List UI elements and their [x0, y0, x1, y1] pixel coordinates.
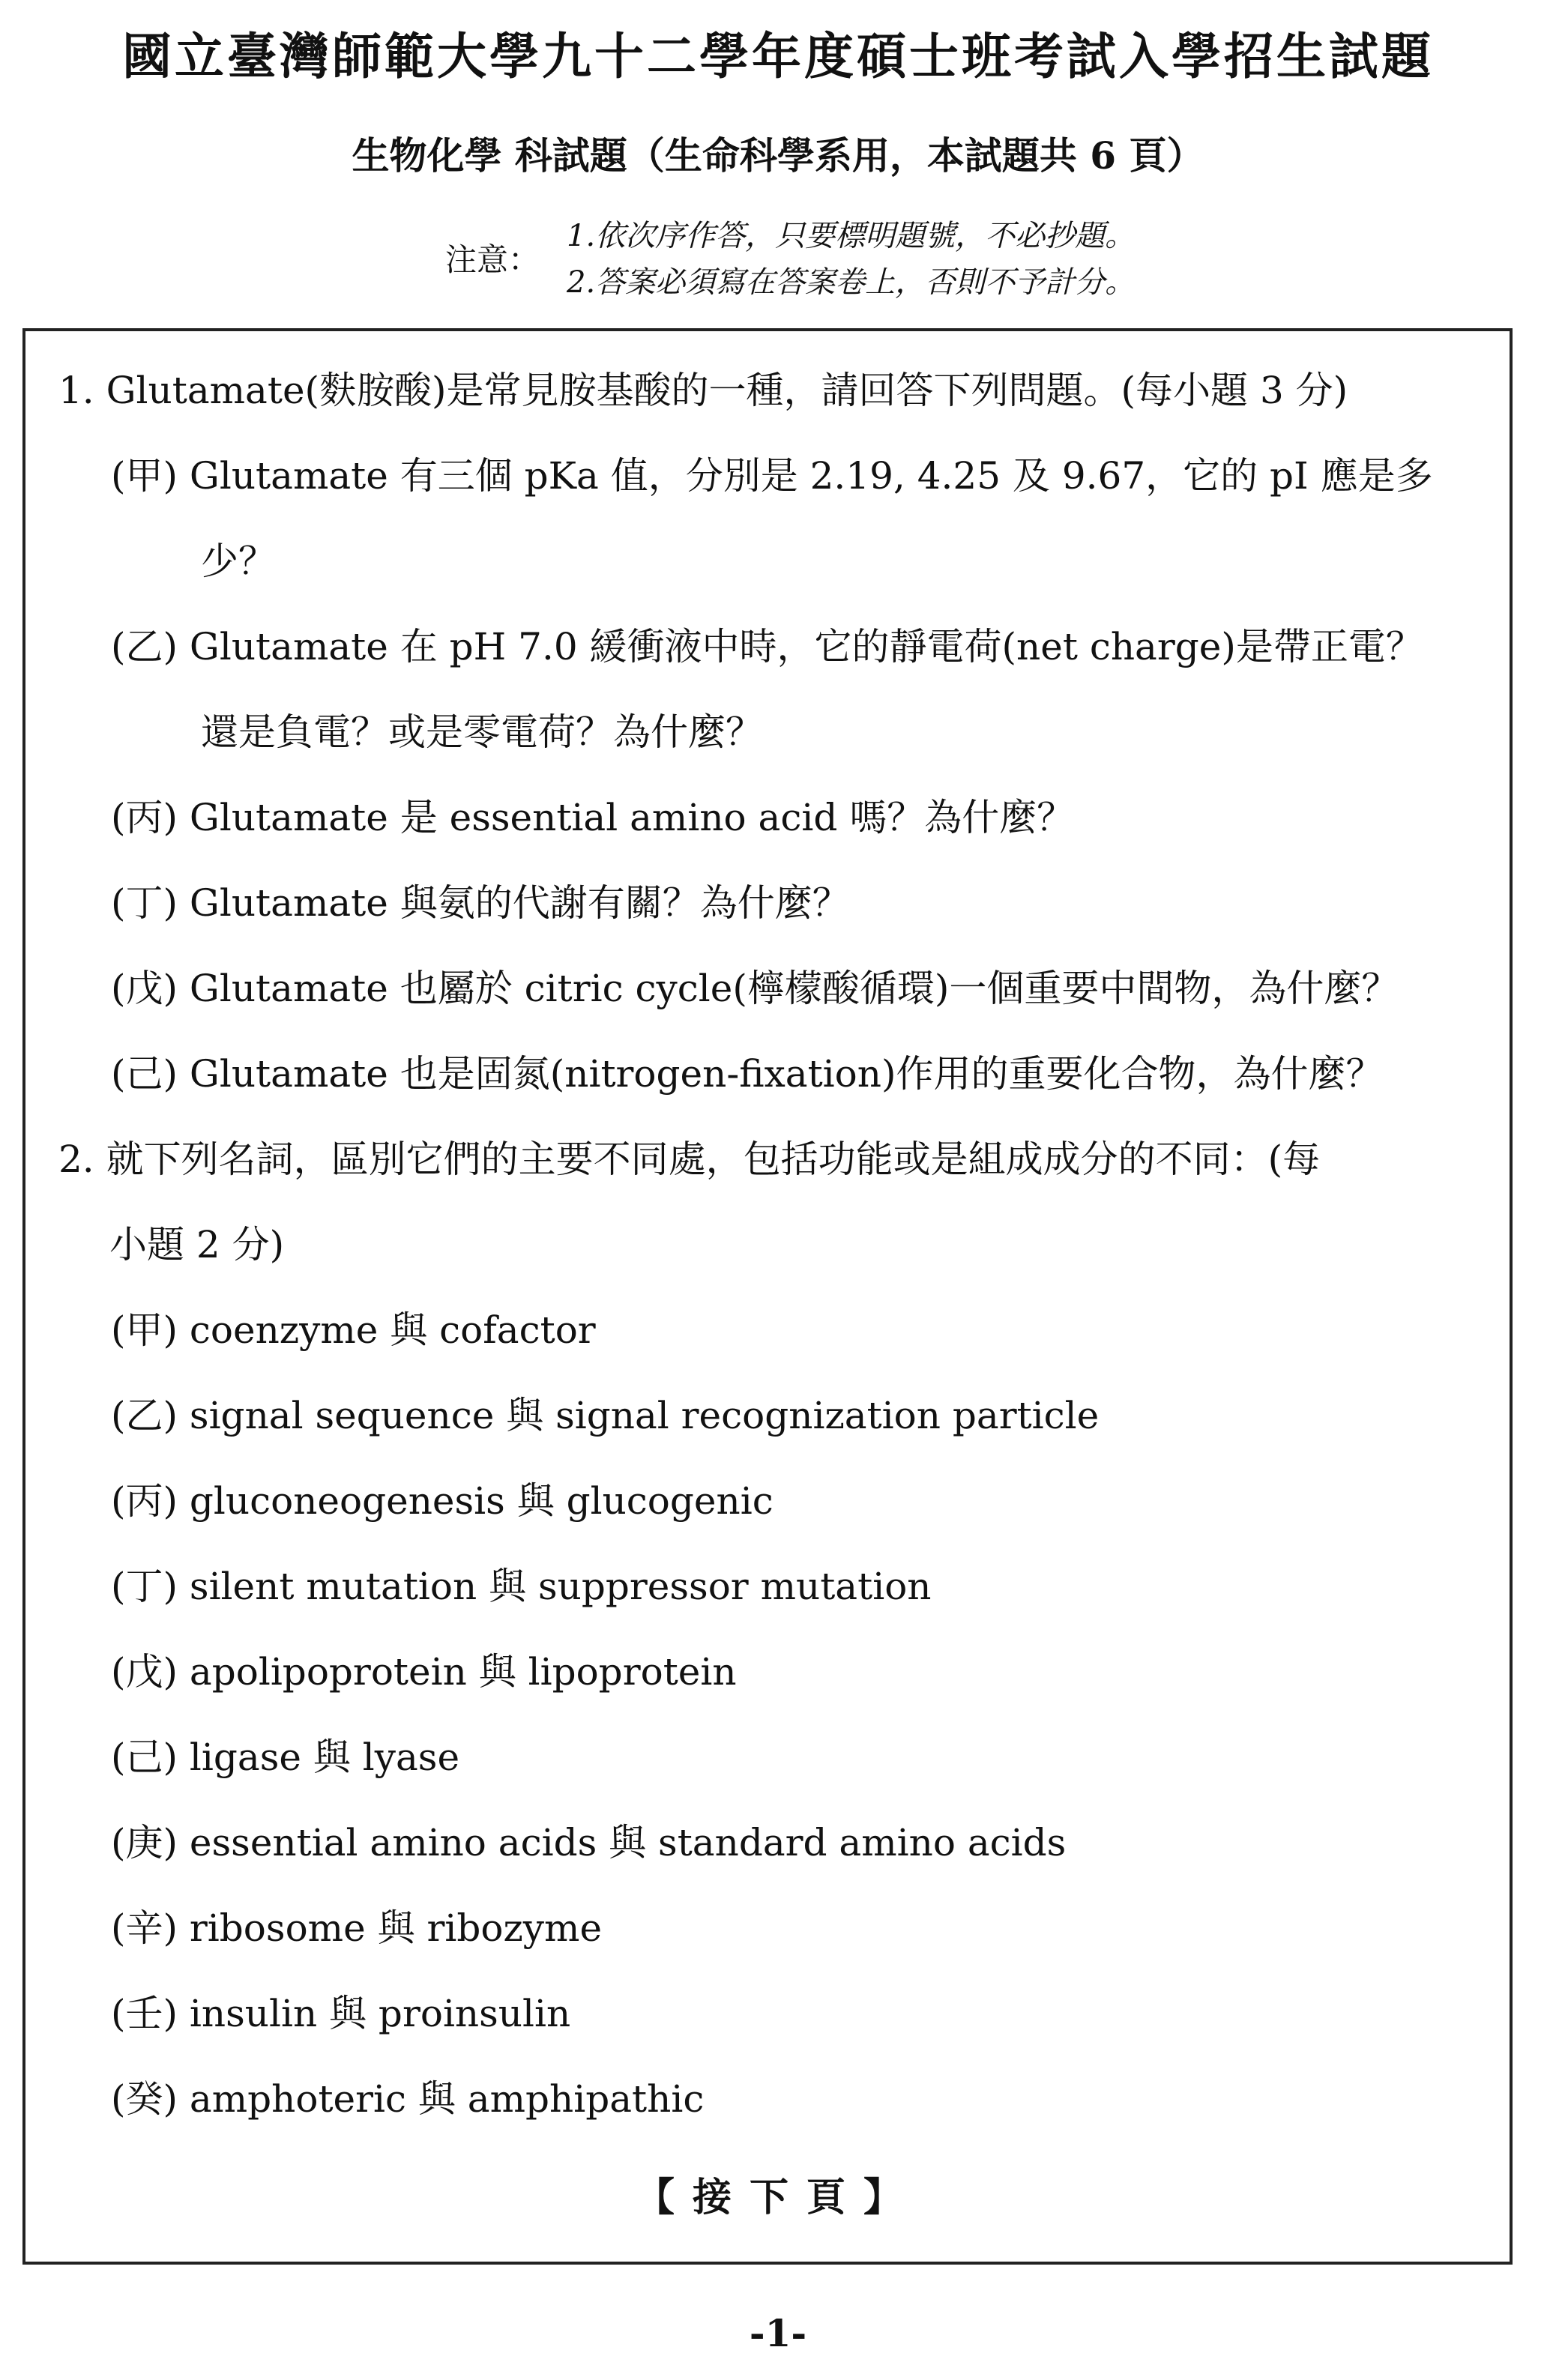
question-1-part: (戊) Glutamate 也屬於 citric cycle(檸檬酸循環)一個重要中間物，為什麼？: [111, 967, 1399, 1010]
question-1-part-continuation: 少？: [201, 540, 276, 583]
question-1-part: (己) Glutamate 也是固氮(nitrogen-fixation)作用的重要化合物，為什麼？: [111, 1052, 1384, 1096]
question-2-part: (辛) ribosome 與 ribozyme: [111, 1906, 603, 1950]
notice-list: [567, 213, 1135, 306]
question-2-part: (乙) signal sequence 與 signal recognization particle: [111, 1394, 1100, 1437]
question-2-part: (丁) silent mutation 與 suppressor mutation: [111, 1565, 932, 1608]
question-1-part: (乙) Glutamate 在 pH 7.0 緩衝液中時，它的靜電荷(net charge)是帶正電？: [111, 625, 1423, 668]
question-2-part: (甲) coenzyme 與 cofactor: [111, 1308, 596, 1352]
question-2-part: (己) ligase 與 lyase: [111, 1736, 460, 1779]
question-1-part-continuation: 還是負電？或是零電荷？為什麼？: [201, 710, 763, 754]
question-2-part: (丙) gluconeogenesis 與 glucogenic: [111, 1479, 774, 1523]
page-title: 國立臺灣師範大學九十二學年度碩士班考試入學招生試題: [122, 27, 1434, 85]
next-page-note: 【接下頁】: [635, 2175, 920, 2220]
notice-label: 注意：: [445, 241, 540, 278]
page-number: -1-: [749, 2311, 807, 2355]
question-2-part: (戊) apolipoprotein 與 lipoprotein: [111, 1650, 737, 1694]
question-1-stem: 1. Glutamate(麩胺酸)是常見胺基酸的一種，請回答下列問題。(每小題 3 分): [58, 369, 1348, 412]
question-2-part: (癸) amphoteric 與 amphipathic: [111, 2077, 705, 2121]
question-content: [58, 348, 1505, 2142]
question-2-part: (壬) insulin 與 proinsulin: [111, 1992, 571, 2035]
notice-item: 1.依次序作答，只要標明題號，不必抄題。: [567, 219, 1136, 253]
question-2-stem: 2. 就下列名詞，區別它們的主要不同處，包括功能或是組成成分的不同：(每: [58, 1138, 1321, 1181]
question-1-part: (丁) Glutamate 與氨的代謝有關？為什麼？: [111, 881, 850, 925]
question-2-stem-continuation: 小題 2 分): [109, 1223, 285, 1266]
exam-subtitle: 生物化學 科試題（生命科學系用，本試題共 6 頁）: [352, 133, 1204, 178]
notice-item: 2.答案必須寫在答案卷上，否則不予計分。: [567, 265, 1136, 300]
question-1-part: (丙) Glutamate 是 essential amino acid 嗎？為什麼？: [111, 796, 1075, 839]
question-1-part: (甲) Glutamate 有三個 pKa 值，分別是 2.19, 4.25 及 9.67，它的 pI 應是多: [111, 454, 1433, 498]
question-2-part: (庚) essential amino acids 與 standard amino acids: [111, 1821, 1067, 1864]
